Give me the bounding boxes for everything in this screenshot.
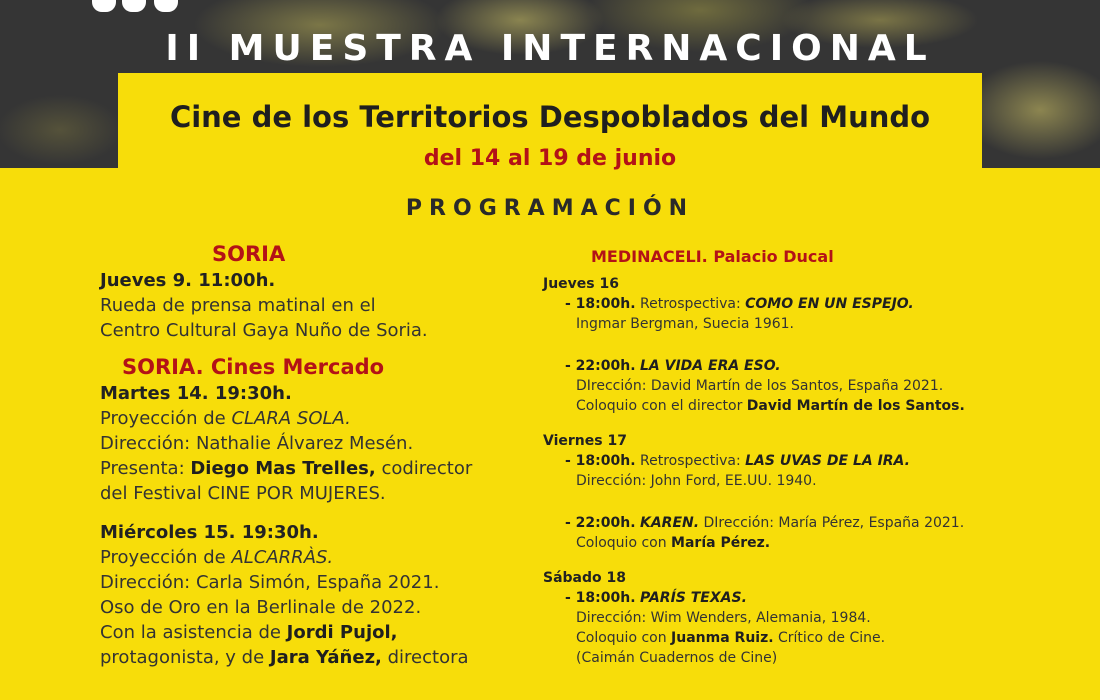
event1-proj-prefix: Proyección de	[100, 408, 232, 429]
event2-director: Dirección: Carla Simón, España 2021.	[100, 572, 440, 593]
viernes-s2-col-name: María Pérez.	[671, 535, 771, 551]
jueves-s1-time: - 18:00h.	[565, 296, 636, 312]
sabado-s1-col-prefix: Coloquio con	[576, 630, 672, 646]
viernes-s1-dir: Dirección: John Ford, EE.UU. 1940.	[576, 473, 817, 489]
sabado-s1-org: (Caimán Cuadernos de Cine)	[576, 650, 778, 666]
viernes-s2-film: KAREN.	[640, 515, 700, 531]
page-title: II MUESTRA INTERNACIONAL	[165, 28, 935, 69]
medinaceli-heading: MEDINACELI. Palacio Ducal	[591, 247, 834, 266]
jueves-session1	[543, 294, 1093, 314]
event1-when: Martes 14. 19:30h.	[100, 383, 292, 404]
event2-award: Oso de Oro en la Berlinale de 2022.	[100, 597, 422, 618]
viernes-session2	[543, 513, 1093, 533]
event1-director: Dirección: Nathalie Álvarez Mesén.	[100, 433, 414, 454]
event2-when: Miércoles 15. 19:30h.	[100, 522, 319, 543]
jueves-s1-film: COMO EN UN ESPEJO.	[745, 296, 914, 312]
event2-projection	[100, 545, 530, 570]
event1-film: CLARA SOLA.	[231, 408, 351, 429]
right-column	[543, 246, 1093, 668]
event2-film: ALCARRÀS.	[231, 547, 334, 568]
viernes-s2-col-prefix: Coloquio con	[576, 535, 672, 551]
sabado-day: Sábado 18	[543, 570, 626, 586]
jueves-s1-label: Retrospectiva:	[635, 296, 746, 312]
logo-marks	[92, 0, 192, 14]
jueves-s2-film: LA VIDA ERA ESO.	[640, 358, 781, 374]
jueves-s2-col-name: David Martín de los Santos.	[746, 398, 965, 414]
sabado-s1-coloquio	[543, 628, 1093, 648]
event2-assist	[100, 620, 530, 645]
event2-asist-name: Jordi Pujol,	[286, 622, 398, 643]
left-column	[100, 240, 530, 670]
event2-asist-prefix: Con la asistencia de	[100, 622, 287, 643]
jueves-session2	[543, 356, 1093, 376]
jueves-s2-time: - 22:00h.	[565, 358, 636, 374]
sabado-s1-film: PARÍS TEXAS.	[640, 590, 747, 606]
viernes-s1-label: Retrospectiva:	[635, 453, 746, 469]
festival-subtitle: Cine de los Territorios Despoblados del Mundo	[169, 100, 931, 134]
soria-heading: SORIA	[212, 242, 286, 266]
event2-protagonist	[100, 645, 530, 670]
sabado-session1	[543, 588, 1093, 608]
event1-presenter	[100, 456, 530, 481]
event2-prot-name: Jara Yáñez,	[269, 647, 382, 668]
soria-line2: Centro Cultural Gaya Nuño de Soria.	[100, 320, 428, 341]
viernes-s2-coloquio	[543, 533, 1093, 553]
jueves-s2-dir: DIrección: David Martín de los Santos, España 2021.	[576, 378, 944, 394]
viernes-day: Viernes 17	[543, 433, 627, 449]
viernes-s2-time: - 22:00h.	[565, 515, 636, 531]
event2-prot-prefix: protagonista, y de	[100, 647, 270, 668]
sabado-s1-dir: Dirección: Wim Wenders, Alemania, 1984.	[576, 610, 871, 626]
event1-festival: del Festival CINE POR MUJERES.	[100, 483, 386, 504]
sabado-s1-time: - 18:00h.	[565, 590, 636, 606]
event2-prot-suffix: directora	[381, 647, 469, 668]
soria-when: Jueves 9. 11:00h.	[100, 270, 276, 291]
sabado-s1-col-name: Juanma Ruiz.	[671, 630, 774, 646]
jueves-s2-coloquio	[543, 396, 1093, 416]
event2-proj-prefix: Proyección de	[100, 547, 232, 568]
event1-projection	[100, 406, 530, 431]
jueves-s1-info: Ingmar Bergman, Suecia 1961.	[576, 316, 794, 332]
sabado-s1-col-suffix: Crítico de Cine.	[773, 630, 886, 646]
cines-heading: SORIA. Cines Mercado	[122, 355, 385, 379]
viernes-s1-time: - 18:00h.	[565, 453, 636, 469]
jueves-s2-col-prefix: Coloquio con el director	[576, 398, 747, 414]
viernes-s2-dir: DIrección: María Pérez, España 2021.	[699, 515, 965, 531]
soria-line1: Rueda de prensa matinal en el	[100, 295, 376, 316]
event1-presenta-name: Diego Mas Trelles,	[190, 458, 376, 479]
festival-dates: del 14 al 19 de junio	[423, 146, 677, 171]
viernes-s1-film: LAS UVAS DE LA IRA.	[745, 453, 910, 469]
event1-presenta-prefix: Presenta:	[100, 458, 191, 479]
jueves-day: Jueves 16	[543, 276, 619, 292]
viernes-session1	[543, 451, 1093, 471]
event1-presenta-suffix: codirector	[375, 458, 473, 479]
section-title: PROGRAMACIÓN	[405, 196, 695, 221]
